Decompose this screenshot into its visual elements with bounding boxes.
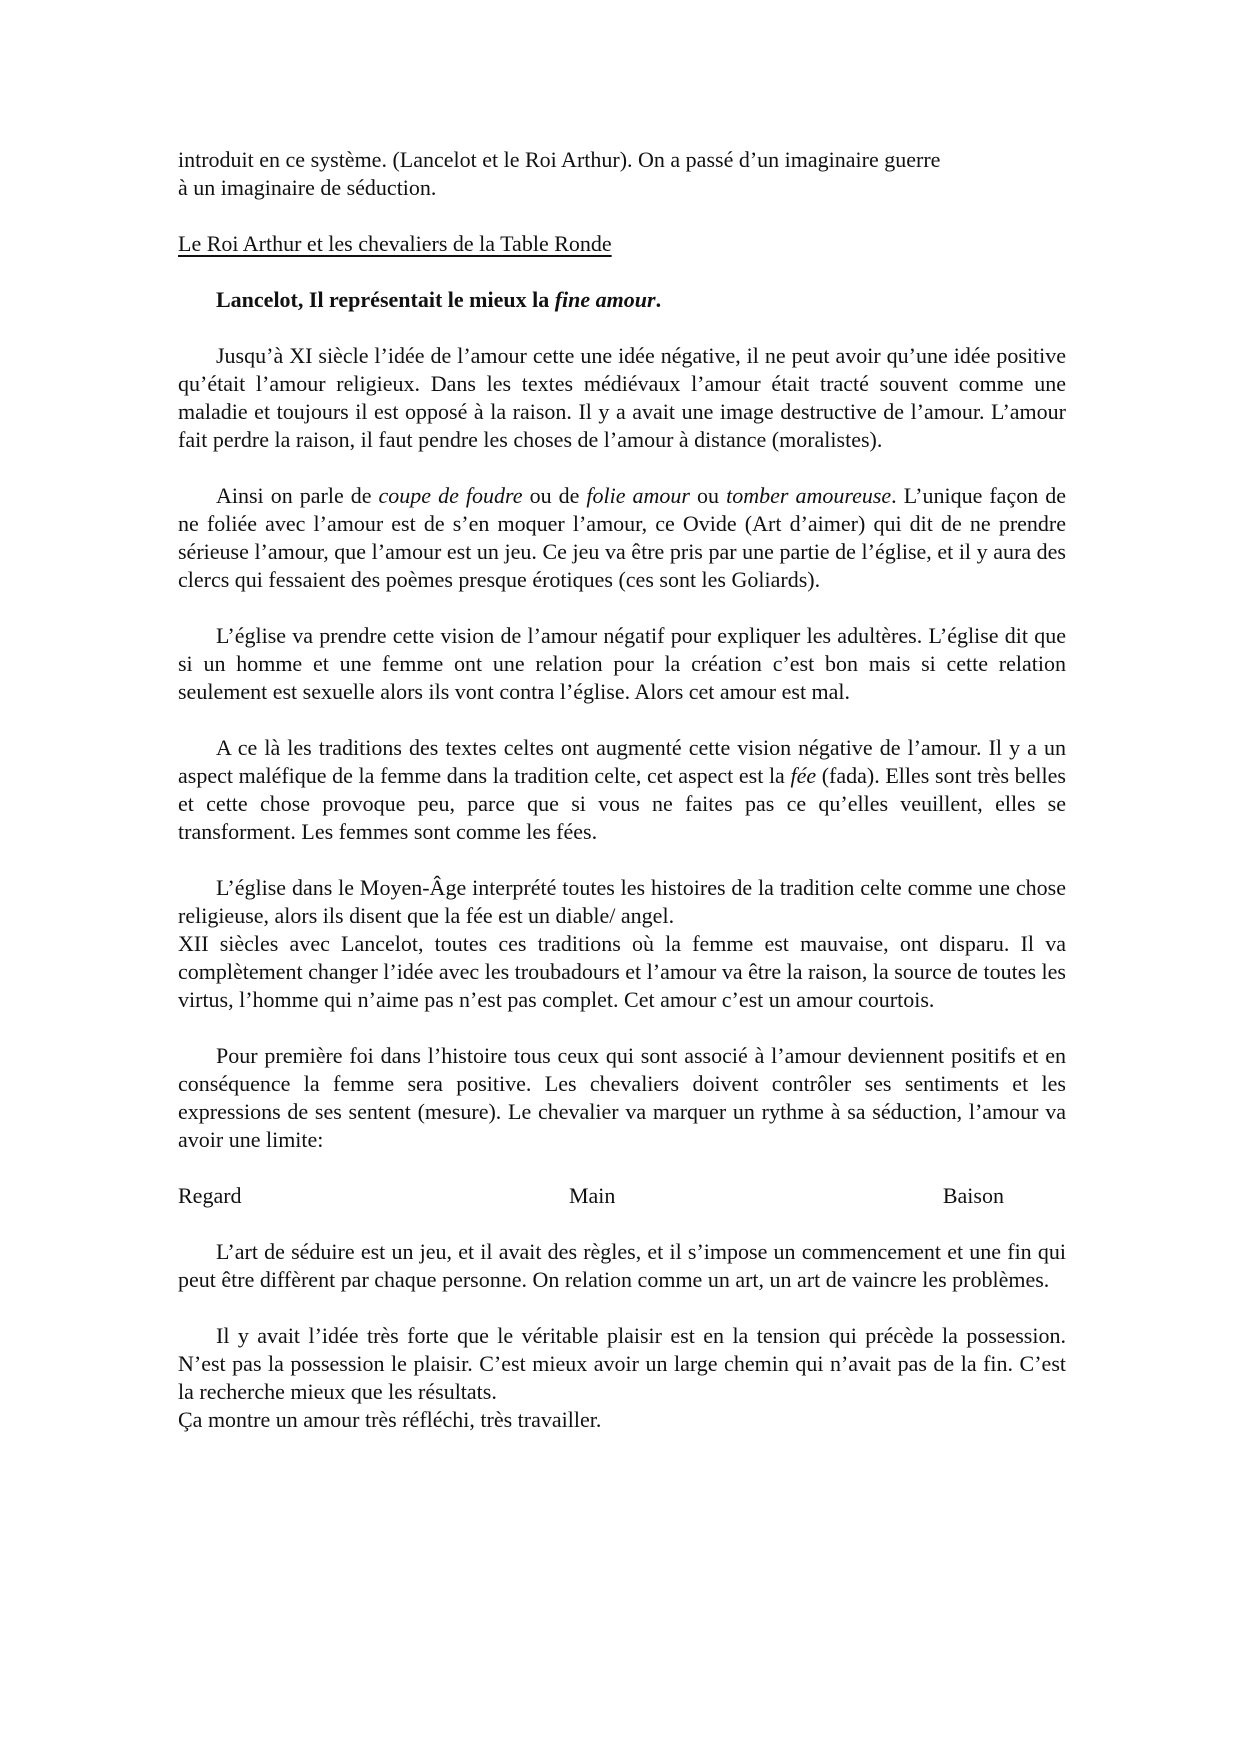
p2-italic-1: coupe de foudre <box>378 483 523 508</box>
p2-text-d: . L’unique façon de ne foliée avec l’amour est de s’en moquer l’amour, ce Ovide (Art d’aimer) qui dit de ne prendre sérieuse l’amour, que l’amour est un jeu. Ce jeu va être pris par une partie de l’église, et il y aura des clercs qui fessaient des poèmes presque érotiques (ces sont les Goliards). <box>178 483 1067 592</box>
paragraph-3: L’église va prendre cette vision de l’amour négatif pour expliquer les adultères. L’église dit que si un homme et une femme ont une relation pour la création c’est bon mais si cette relation seulement est sexuelle alors ils vont contra l’église. Alors cet amour est mal. <box>178 623 1066 704</box>
paragraph-10: Ça montre un amour très réfléchi, très travailler. <box>178 1407 602 1432</box>
paragraph-7: Pour première foi dans l’histoire tous ceux qui sont associé à l’amour deviennent positifs et en conséquence la femme sera positive. Les chevaliers doivent contrôler ses sentiments et les expressions de ses sentent (mesure). Le chevalier va marquer un rythme à sa séduction, l’amour va avoir une limite: <box>178 1043 1066 1152</box>
p2-text-a: Ainsi on parle de <box>216 483 379 508</box>
paragraph-6: XII siècles avec Lancelot, toutes ces traditions où la femme est mauvaise, ont disparu. Il va complètement changer l’idée avec les troubadours et l’amour va être la raison, la source de toutes les virtus, l’homme qui n’aime pas n’est pas complet. Cet amour c’est un amour courtois. <box>178 931 1066 1012</box>
stage-baison: Baison <box>942 1183 1004 1208</box>
stage-main: Main <box>568 1183 616 1208</box>
p2-italic-2: folie amour <box>586 483 690 508</box>
stage-regard: Regard <box>178 1183 242 1208</box>
paragraph-8: L’art de séduire est un jeu, et il avait des règles, et il s’impose un commencement et une fin qui peut être diffèrent par chaque personne. On relation comme un art, un art de vaincre les problèmes. <box>178 1239 1066 1292</box>
section-title: Le Roi Arthur et les chevaliers de la Table Ronde <box>178 231 612 256</box>
intro-line-1: introduit en ce système. (Lancelot et le Roi Arthur). On a passé d’un imaginaire guerre <box>178 147 941 172</box>
paragraph-5: L’église dans le Moyen-Âge interprété toutes les histoires de la tradition celte comme une chose religieuse, alors ils disent que la fée est un diable/ angel. <box>178 875 1066 928</box>
subtitle <box>178 286 1066 314</box>
subtitle-italic: fine amour <box>554 287 656 312</box>
paragraph-4 <box>178 734 1066 846</box>
p2-text-c: ou <box>690 483 727 508</box>
p2-italic-3: tomber amoureuse <box>726 483 892 508</box>
paragraph-2 <box>178 482 1066 594</box>
subtitle-prefix: Lancelot, Il représentait le mieux la <box>216 287 555 312</box>
paragraph-1: Jusqu’à XI siècle l’idée de l’amour cette une idée négative, il ne peut avoir qu’une idée positive qu’était l’amour religieux. Dans les textes médiévaux l’amour était tracté souvent comme une maladie et toujours il est opposé à la raison. Il y a avait une image destructive de l’amour. L’amour fait perdre la raison, il faut pendre les choses de l’amour à distance (moralistes). <box>178 343 1066 452</box>
stages-row <box>178 1182 1004 1210</box>
paragraph-9: Il y avait l’idée très forte que le véritable plaisir est en la tension qui précède la possession. N’est pas la possession le plaisir. C’est mieux avoir un large chemin qui n’avait pas de la fin. C’est la recherche mieux que les résultats. <box>178 1323 1066 1404</box>
p4-text-a: A ce là les traditions des textes celtes ont augmenté cette vision négative de l’amour. Il y a un aspect maléfique de la femme dans la tradition celte, cet aspect est la <box>178 735 1066 788</box>
p2-text-b: ou de <box>522 483 587 508</box>
p4-italic-1: fée <box>790 763 817 788</box>
p4-text-b: (fada). Elles sont très belles et cette chose provoque peu, parce que si vous ne faites pas ce qu’elles veuillent, elles se transforment. Les femmes sont comme les fées. <box>178 763 1066 844</box>
subtitle-suffix: . <box>655 287 662 312</box>
document-page <box>178 146 1066 1434</box>
intro-line-2: à un imaginaire de séduction. <box>178 175 437 200</box>
